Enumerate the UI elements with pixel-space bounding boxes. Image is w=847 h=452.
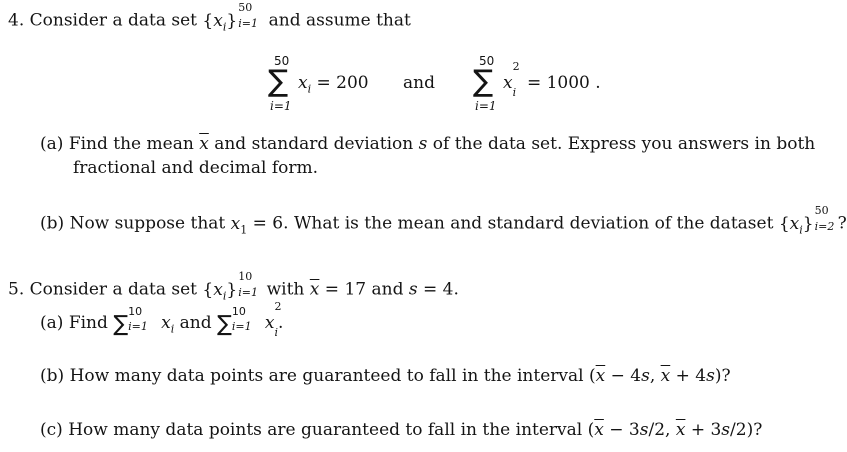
q5-intro-mid: with <box>266 279 305 300</box>
q5-part-a-label: (a) <box>40 313 64 333</box>
q4-intro-text: Consider a data set <box>29 10 198 31</box>
sum-symbol-icon: ∑ <box>473 64 494 99</box>
q4-part-a-line1 <box>40 136 815 153</box>
q4-sum1-expr: $x_i = 200$ <box>298 73 369 96</box>
sum-symbol-icon: ∑ <box>217 312 232 337</box>
q5-part-a-text1: Find <box>68 313 108 333</box>
q4-part-b-eq: = 6. <box>252 213 289 234</box>
q5-part-c-interval: ($\overline{x} - 3s/2$, $\overline{x} + 3s/2$)? <box>587 420 763 440</box>
q4-number: 4. <box>8 10 25 31</box>
q5-part-b-text: How many data points are guaranteed to fall in the interval <box>69 366 584 386</box>
q5-part-b-line <box>40 368 731 385</box>
q4-part-b-tail: ? <box>837 213 847 234</box>
mean-symbol: $\overline{x}$ <box>309 279 320 300</box>
q4-part-b-var: $x_1$ <box>230 213 248 236</box>
q4-part-a-text1: Find the mean <box>68 134 194 154</box>
q4-sum2-lower: i=1 <box>475 99 497 113</box>
q4-intro-line <box>8 1 411 33</box>
sd-symbol: s <box>418 134 428 154</box>
q5-and: and <box>371 279 404 300</box>
q4-part-b-text1: Now suppose that <box>69 213 226 234</box>
q4-sum2-expr: x 2 $_i$ = 1000 . <box>503 60 601 100</box>
q5-number: 5. <box>8 279 25 300</box>
q4-sum2 <box>473 55 613 115</box>
q4-part-a-text3: of the data set. Express you answers in both <box>432 134 816 154</box>
mean-symbol: $\overline{x}$ <box>199 134 209 154</box>
q4-part-a-line2: fractional and decimal form. <box>73 158 319 178</box>
q5-part-b-label: (b) <box>40 366 65 386</box>
q4-sum2-upper: 50 <box>479 54 495 68</box>
q4-sum1 <box>268 55 398 115</box>
q4-part-a-text2: and standard deviation <box>214 134 414 154</box>
q5-part-a-sum1-limits: 10 i=1 <box>128 304 148 333</box>
sum-symbol-icon: ∑ <box>268 64 289 99</box>
q4-part-b-label: (b) <box>40 213 65 234</box>
q4-intro-tail: and assume that <box>268 10 411 31</box>
q5-mean-eq: = 17 <box>324 279 367 300</box>
q5-part-c-line <box>40 422 762 439</box>
q5-part-c-text: How many data points are guaranteed to fall in the interval <box>68 420 583 440</box>
q4-sum1-upper: 50 <box>274 54 290 68</box>
q4-part-b-text2: What is the mean and standard deviation of the dataset <box>293 213 774 234</box>
sum-symbol-icon: ∑ <box>113 312 129 337</box>
q4-conj: and <box>403 73 435 93</box>
q5-intro-line <box>8 270 459 302</box>
q5-part-a-and: and <box>179 313 212 333</box>
q4-sum1-lower: i=1 <box>270 99 292 113</box>
q4-part-b-line <box>40 204 847 236</box>
q5-part-a-line: (a) Find ∑ 10 i=1 $x_i$ and ∑ 10 i=1 x 2 $_i$. <box>40 300 284 340</box>
q5-intro-text: Consider a data set <box>29 279 198 300</box>
q4-part-b-set: $\{x_i\}$ 50 i=2 <box>778 204 835 236</box>
q5-part-b-interval: ($\overline{x} - 4s$, $\overline{x} + 4s$)? <box>588 366 731 386</box>
q5-part-a-sum2-limits: 10 i=1 <box>231 304 252 333</box>
q5-part-a-tail: . <box>277 313 284 333</box>
q5-set-notation: $\{x_i\}$ 10 i=1 <box>202 270 258 302</box>
q5-s-eq: = 4. <box>423 279 459 300</box>
q4-set-notation: $\{x_i\}$ 50 i=1 <box>202 1 258 33</box>
sd-symbol: s <box>408 279 418 300</box>
q5-part-c-label: (c) <box>40 420 63 440</box>
q4-part-a-label: (a) <box>40 134 64 154</box>
